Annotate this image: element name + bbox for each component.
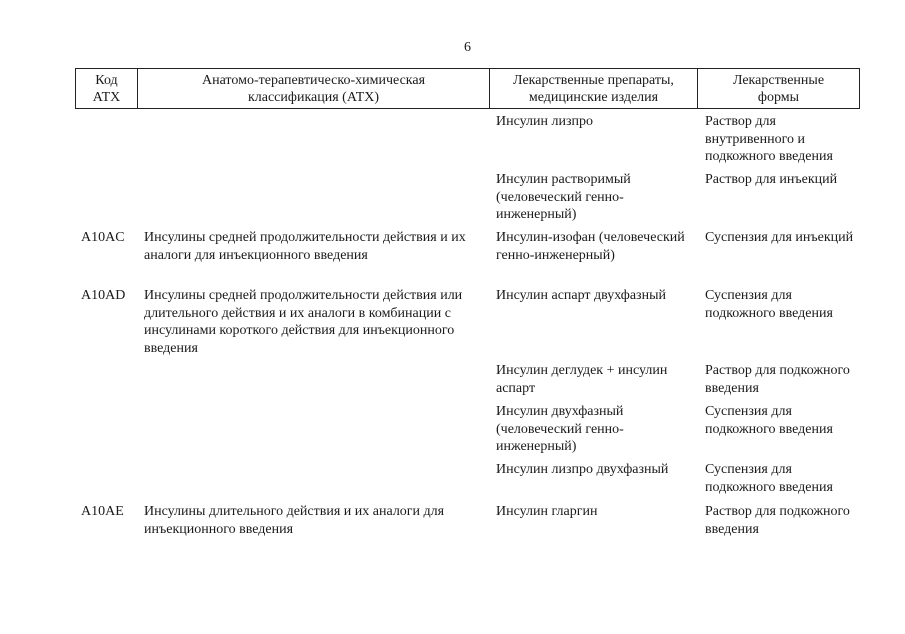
- row-form: Раствор для инъекций: [705, 172, 838, 187]
- row-form: Суспензия для инъекций: [705, 230, 854, 245]
- table-row: [75, 227, 860, 285]
- row-code: A10AE: [81, 504, 124, 519]
- row-classification: Инсулины длительного действия и их аналоги для инъекционного введения: [144, 504, 445, 537]
- table-row: [75, 169, 860, 227]
- table-body: [75, 111, 860, 546]
- row-form: Раствор для подкожного введения: [705, 363, 850, 396]
- row-classification: [137, 459, 489, 501]
- table-row: [75, 360, 860, 401]
- table-header: [75, 68, 860, 109]
- row-form: Суспензия для подкожного введения: [705, 288, 833, 321]
- row-code: A10AD: [81, 288, 126, 303]
- row-form: Суспензия для подкожного введения: [705, 404, 833, 437]
- row-drug: Инсулин лизпро двухфазный: [496, 462, 669, 477]
- page-number: 6: [464, 40, 471, 55]
- row-drug: Инсулин гларгин: [496, 504, 598, 519]
- table-row: [75, 285, 860, 360]
- row-classification: Инсулины средней продолжительности действия или длительного действия и их аналоги в комбинации с инсулинами короткого действия для инъекционного введения: [144, 288, 463, 356]
- row-code: [75, 459, 137, 501]
- row-code: [75, 401, 137, 459]
- row-form: Суспензия для подкожного введения: [705, 462, 833, 495]
- row-classification: [137, 111, 489, 169]
- row-drug: Инсулин растворимый (человеческий генно-инженерный): [496, 172, 631, 222]
- row-drug: Инсулин аспарт двухфазный: [496, 288, 666, 303]
- header-forms: Лекарственные формы: [732, 72, 825, 105]
- header-code: Код АТХ: [76, 69, 138, 108]
- table-row: [75, 401, 860, 459]
- row-drug: Инсулин лизпро: [496, 114, 593, 129]
- row-code: [75, 360, 137, 401]
- row-code: [75, 111, 137, 169]
- table-row: [75, 501, 860, 546]
- header-classification: Анатомо-терапевтическо-химическая классификация (АТХ): [138, 69, 490, 108]
- row-classification: [137, 401, 489, 459]
- row-code: [75, 169, 137, 227]
- row-form: Раствор для внутривенного и подкожного введения: [705, 114, 833, 164]
- row-classification: [137, 360, 489, 401]
- header-drugs: Лекарственные препараты, медицинские изделия: [490, 69, 698, 108]
- table-row: [75, 111, 860, 169]
- row-drug: Инсулин двухфазный (человеческий генно-инженерный): [496, 404, 624, 454]
- row-drug: Инсулин деглудек + инсулин аспарт: [496, 363, 668, 396]
- table-row: [75, 459, 860, 501]
- row-drug: Инсулин-изофан (человеческий генно-инженерный): [496, 230, 685, 263]
- row-classification: [137, 169, 489, 227]
- row-form: Раствор для подкожного введения: [705, 504, 850, 537]
- row-code: A10AC: [81, 230, 125, 245]
- row-classification: Инсулины средней продолжительности действия и их аналоги для инъекционного введения: [144, 230, 466, 263]
